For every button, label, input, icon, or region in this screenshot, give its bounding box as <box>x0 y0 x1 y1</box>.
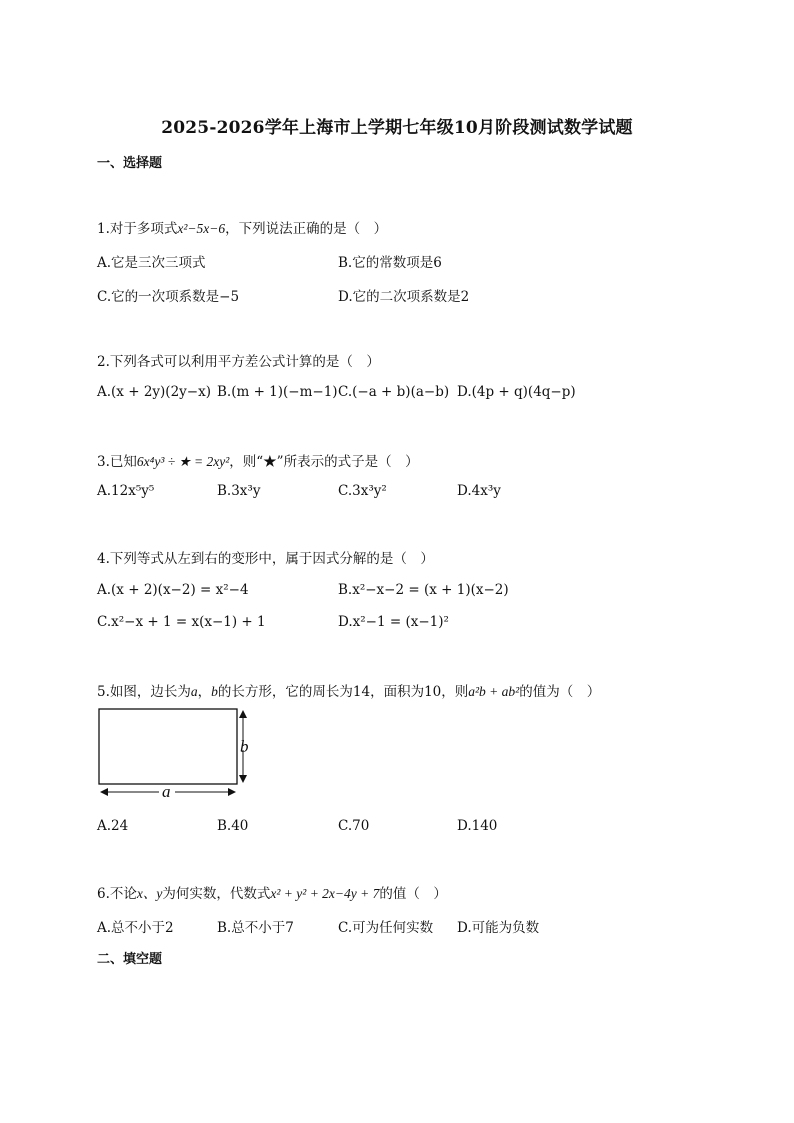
question-4-stem: 4.下列等式从左到右的变形中，属于因式分解的是（ ） <box>97 551 434 567</box>
question-2-option-a[interactable]: A.(x + 2y)(2y−x) <box>97 384 211 400</box>
figure-label-b: b <box>240 737 249 756</box>
question-5-prefix: 5.如图，边长为 <box>97 684 191 700</box>
question-1-option-c[interactable]: C.它的一次项系数是−5 <box>97 289 240 305</box>
question-6-suffix: 的值（ ） <box>379 886 447 902</box>
question-1-option-d[interactable]: D.它的二次项系数是2 <box>338 289 470 305</box>
question-6-variables: x、y <box>136 886 163 901</box>
question-6-option-b[interactable]: B.总不小于7 <box>217 920 294 936</box>
question-5-option-a[interactable]: A.24 <box>97 818 129 834</box>
question-5-option-d[interactable]: D.140 <box>457 818 498 834</box>
question-1-expression: x²−5x−6 <box>177 221 226 236</box>
question-2-option-c[interactable]: C.(−a + b)(a−b) <box>338 384 450 400</box>
question-6-option-c[interactable]: C.可为任何实数 <box>338 920 434 936</box>
question-2-stem: 2.下列各式可以利用平方差公式计算的是（ ） <box>97 354 380 370</box>
question-6-prefix: 6.不论 <box>97 886 137 902</box>
question-6-middle: 为何实数，代数式 <box>162 886 271 902</box>
question-6-expression: x² + y² + 2x−4y + 7 <box>270 886 380 901</box>
question-6-option-a[interactable]: A.总不小于2 <box>97 920 174 936</box>
question-5-separator: ， <box>197 684 212 700</box>
question-3-option-d[interactable]: D.4x³y <box>457 483 501 499</box>
question-2-option-d[interactable]: D.(4p + q)(4q−p) <box>457 384 576 400</box>
rectangle-figure <box>95 703 255 803</box>
section-heading-choice: 一、选择题 <box>97 156 163 171</box>
question-5-option-c[interactable]: C.70 <box>338 818 370 834</box>
question-1-option-a[interactable]: A.它是三次三项式 <box>97 255 206 271</box>
question-3-option-a[interactable]: A.12x⁵y⁵ <box>97 483 155 499</box>
question-4-option-d[interactable]: D.x²−1 = (x−1)² <box>338 614 449 630</box>
question-5-var-b: b <box>211 684 218 699</box>
page-title: 2025-2026学年上海市上学期七年级10月阶段测试数学试题 <box>161 118 633 138</box>
question-1-prefix: 1.对于多项式 <box>97 221 178 237</box>
question-3-stem <box>97 450 419 470</box>
figure-label-a: a <box>162 782 171 801</box>
question-5-middle: 的长方形，它的周长为14，面积为10，则 <box>217 684 469 700</box>
question-5-suffix: 的值为（ ） <box>519 684 601 700</box>
question-3-expression: 6x⁴y³ ÷ ★ = 2xy² <box>136 454 230 469</box>
question-3-suffix: ，则“★”所表示的式子是（ ） <box>229 454 419 470</box>
question-1-stem <box>97 217 387 237</box>
question-4-option-c[interactable]: C.x²−x + 1 = x(x−1) + 1 <box>97 614 266 630</box>
question-3-option-c[interactable]: C.3x³y² <box>338 483 387 499</box>
question-5-var-a: a <box>190 684 198 699</box>
section-heading-fill-in: 二、填空题 <box>97 952 163 967</box>
question-3-prefix: 3.已知 <box>97 454 137 470</box>
question-4-option-b[interactable]: B.x²−x−2 = (x + 1)(x−2) <box>338 582 509 598</box>
question-1-option-b[interactable]: B.它的常数项是6 <box>338 255 442 271</box>
question-5-option-b[interactable]: B.40 <box>217 818 249 834</box>
question-1-suffix: ，下列说法正确的是（ ） <box>225 221 388 237</box>
rectangle-shape <box>99 709 237 784</box>
question-2-option-b[interactable]: B.(m + 1)(−m−1) <box>217 384 338 400</box>
question-6-option-d[interactable]: D.可能为负数 <box>457 920 540 936</box>
question-6-stem <box>97 882 447 902</box>
question-4-option-a[interactable]: A.(x + 2)(x−2) = x²−4 <box>97 582 249 598</box>
question-5-stem <box>97 680 600 700</box>
question-5-expression: a²b + ab² <box>468 684 520 699</box>
question-3-option-b[interactable]: B.3x³y <box>217 483 261 499</box>
